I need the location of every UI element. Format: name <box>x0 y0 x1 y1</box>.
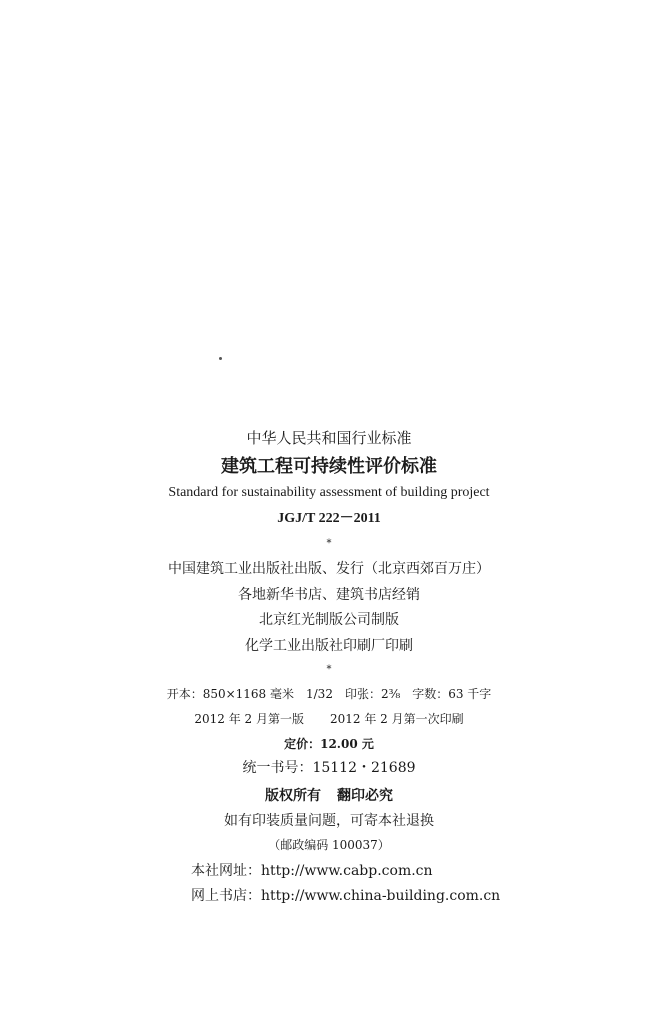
publisher-website: 本社网址：http://www.cabp.com.cn <box>191 863 433 879</box>
distribution-line: 各地新华书店、建筑书店经销 <box>238 587 420 603</box>
quality-notice: 如有印装质量问题，可寄本社退换 <box>224 813 434 829</box>
standard-series: 中华人民共和国行业标准 <box>246 429 412 447</box>
no-reproduction: 翻印必究 <box>337 788 393 804</box>
postcode: （邮政编码 100037） <box>268 838 390 852</box>
printer-line: 化学工业出版社印刷厂印刷 <box>245 638 413 654</box>
first-printing: 2012 年 2 月第一次印刷 <box>330 712 464 726</box>
rights-reserved: 版权所有 <box>265 788 321 804</box>
book-specs: 开本：850×1168 毫米 1/32 印张：2⅜ 字数：63 千字 <box>166 687 492 701</box>
online-bookstore: 网上书店：http://www.china-building.com.cn <box>191 888 501 904</box>
copyright-notice <box>0 789 658 803</box>
price: 定价：12.00 元 <box>284 737 374 751</box>
english-title: Standard for sustainability assessment of building project <box>168 485 490 500</box>
unified-book-number: 统一书号：15112・21689 <box>242 760 416 776</box>
separator-star: * <box>326 538 332 549</box>
first-edition: 2012 年 2 月第一版 <box>194 712 304 726</box>
standard-code: JGJ/T 222－2011 <box>277 511 381 526</box>
edition-line <box>0 713 658 725</box>
plate-maker-line: 北京红光制版公司制版 <box>259 612 399 628</box>
standard-title: 建筑工程可持续性评价标准 <box>221 456 437 477</box>
scan-speck <box>219 357 222 360</box>
separator-star: * <box>326 664 332 675</box>
publisher-line: 中国建筑工业出版社出版、发行（北京西郊百万庄） <box>168 561 490 577</box>
